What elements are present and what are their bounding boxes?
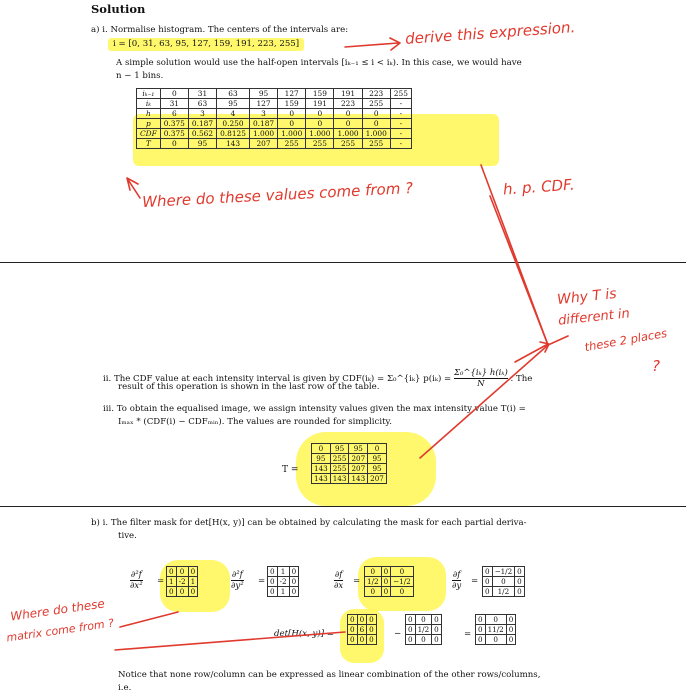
row-header-cell: p — [137, 119, 161, 129]
table-cell: 143 — [349, 474, 368, 484]
annotation-where-values: Where do these values come from ? — [141, 178, 414, 212]
table-cell: 0 — [415, 635, 432, 645]
line-to-t-matrix — [420, 345, 548, 458]
table-cell: 63 — [188, 99, 216, 109]
row-header-cell: T — [137, 139, 161, 149]
annotation-derive: derive this expression. — [404, 18, 576, 48]
table-cell: 255 — [330, 454, 349, 464]
table-cell: 0 — [506, 625, 516, 635]
table-cell: 0 — [432, 615, 442, 625]
table-cell: 0 — [391, 567, 414, 577]
table-cell: 0 — [406, 635, 416, 645]
table-cell: 95 — [312, 454, 331, 464]
dx-numerator: ∂f — [334, 570, 343, 580]
table-cell: 0 — [348, 635, 358, 645]
table-cell: 255 — [330, 464, 349, 474]
table-cell: 0 — [357, 615, 367, 625]
table-cell: 143 — [312, 474, 331, 484]
table-cell: - — [390, 99, 411, 109]
eq-4: = — [471, 576, 479, 586]
table-cell: 191 — [306, 99, 334, 109]
table-cell: −1/2 — [391, 577, 414, 587]
table-cell: 3 — [188, 109, 216, 119]
table-cell: 255 — [306, 139, 334, 149]
table-cell: 0.375 — [160, 119, 188, 129]
table-cell: 0.187 — [249, 119, 277, 129]
table-cell: 31 — [160, 99, 188, 109]
iii-label: iii. — [103, 404, 114, 414]
table-cell: 95 — [249, 89, 277, 99]
table-cell: 0 — [406, 625, 416, 635]
table-cell: 0.187 — [188, 119, 216, 129]
table-cell: 191 — [334, 89, 362, 99]
table-cell: 0 — [188, 567, 198, 577]
arrow-to-derive — [345, 38, 400, 50]
minus-sign: − — [394, 629, 402, 639]
eq-5: = — [464, 629, 472, 639]
table-cell: 0 — [391, 587, 414, 597]
table-cell: 95 — [368, 464, 387, 474]
table-cell: 0 — [362, 109, 390, 119]
table-cell: 0 — [381, 587, 391, 597]
table-cell: 0 — [167, 567, 177, 577]
table-cell: 255 — [362, 139, 390, 149]
annotation-where-matrix-1: Where do these — [9, 596, 106, 624]
table-cell: 0 — [381, 567, 391, 577]
table-cell: 0 — [160, 139, 188, 149]
cdf-frac-denominator: N — [477, 379, 485, 389]
table-cell: 207 — [368, 474, 387, 484]
table-cell: 223 — [334, 99, 362, 109]
d2y-denominator: ∂y² — [231, 581, 244, 591]
table-cell: 0 — [367, 625, 377, 635]
table-cell: 0 — [483, 567, 493, 577]
table-cell: 0 — [432, 625, 442, 635]
table-cell: 0 — [367, 615, 377, 625]
table-cell: 6 — [160, 109, 188, 119]
T-label: T = — [282, 465, 299, 475]
table-cell: 0 — [406, 615, 416, 625]
table-cell: 95 — [368, 454, 387, 464]
cdf-frac-numerator: Σ₀^{iₖ} h(iₖ) — [453, 368, 508, 378]
table-cell: 1 — [188, 577, 198, 587]
table-cell: 1.000 — [306, 129, 334, 139]
table-cell: 0 — [289, 567, 299, 577]
table-cell: 95 — [349, 444, 368, 454]
d2x-denominator: ∂x² — [130, 581, 143, 591]
table-cell: 0 — [432, 635, 442, 645]
line-to-det — [115, 632, 345, 650]
table-cell: -2 — [176, 577, 188, 587]
table-cell: 0 — [515, 577, 525, 587]
table-cell: 11/2 — [485, 625, 506, 635]
row-header-cell: CDF — [137, 129, 161, 139]
table-cell: 0 — [485, 615, 506, 625]
table-cell: 1 — [167, 577, 177, 587]
table-cell: 223 — [362, 89, 390, 99]
table-cell: 0 — [357, 635, 367, 645]
table-cell: 0 — [476, 625, 486, 635]
table-cell: 0.250 — [217, 119, 250, 129]
arrow-to-table — [127, 178, 140, 198]
part-b-label: b) i. — [91, 518, 109, 528]
bins-desc: n − 1 bins. — [116, 71, 164, 81]
table-cell: 143 — [312, 464, 331, 474]
table-cell: 0 — [334, 119, 362, 129]
table-cell: 0 — [306, 119, 334, 129]
table-cell: 0 — [365, 587, 382, 597]
table-cell: 0.562 — [188, 129, 216, 139]
table-cell: 31 — [188, 89, 216, 99]
table-cell: 143 — [330, 474, 349, 484]
d2x-numerator: ∂²f — [130, 570, 142, 580]
table-cell: 0 — [415, 615, 432, 625]
table-cell: 0 — [312, 444, 331, 454]
table-cell: 207 — [349, 464, 368, 474]
table-cell: 0 — [368, 444, 387, 454]
table-cell: - — [390, 109, 411, 119]
iii-text: To obtain the equalised image, we assign intensity values given the max intensity value T(i) = — [116, 404, 526, 414]
table-cell: 159 — [306, 89, 334, 99]
table-cell: 0 — [278, 109, 306, 119]
part-a-label: a) i. — [91, 25, 108, 35]
table-cell: 1 — [277, 567, 289, 577]
table-cell: 1/2 — [492, 587, 515, 597]
table-cell: 0 — [306, 109, 334, 119]
table-cell: -2 — [277, 577, 289, 587]
row-header-cell: h — [137, 109, 161, 119]
table-cell: 1.000 — [249, 129, 277, 139]
dy-numerator: ∂f — [452, 570, 461, 580]
table-cell: 0.8125 — [217, 129, 250, 139]
annotation-why-t-1: Why T is — [556, 285, 618, 309]
table-cell: 207 — [249, 139, 277, 149]
ii-label: ii. — [103, 374, 112, 384]
dx-denominator: ∂x — [334, 581, 344, 591]
table-cell: 0 — [268, 577, 278, 587]
table-cell: 0 — [167, 587, 177, 597]
table-cell: 255 — [362, 99, 390, 109]
annotation-hp-cdf: h. p. CDF. — [502, 175, 576, 199]
table-cell: 0 — [334, 109, 362, 119]
table-cell: 0 — [367, 635, 377, 645]
table-cell: 255 — [390, 89, 411, 99]
part-b-line2: tive. — [118, 531, 137, 541]
table-cell: 127 — [249, 99, 277, 109]
part-b-text: The filter mask for det[H(x, y)] can be obtained by calculating the mask for each partial deriva- — [110, 518, 527, 528]
line-to-d2x — [120, 612, 178, 627]
table-cell: 1.000 — [334, 129, 362, 139]
table-cell: - — [390, 129, 411, 139]
eq-3: = — [353, 576, 361, 586]
table-cell: 127 — [278, 89, 306, 99]
table-cell: 1/2 — [365, 577, 382, 587]
table-cell: 0 — [515, 567, 525, 577]
table-cell: - — [390, 139, 411, 149]
notice-text: Notice that none row/column can be expressed as linear combination of the other rows/columns, — [118, 670, 541, 680]
table-cell: 4 — [217, 109, 250, 119]
table-cell: 0 — [365, 567, 382, 577]
half-open-desc: A simple solution would use the half-open intervals [iₖ₋₁ ≤ i < iₖ). In this case, we would have — [116, 58, 522, 68]
table-cell: 0 — [362, 119, 390, 129]
table-cell: 0 — [176, 587, 188, 597]
table-cell: 0 — [289, 587, 299, 597]
table-cell: 0 — [176, 567, 188, 577]
table-cell: 0 — [506, 635, 516, 645]
table-cell: 0 — [160, 89, 188, 99]
table-cell: 0 — [289, 577, 299, 587]
iii-formula: Iₘₐₓ * (CDF(i) − CDFₘᵢₙ). The values are rounded for simplicity. — [118, 417, 392, 427]
table-cell: 63 — [217, 89, 250, 99]
table-cell: 6 — [357, 625, 367, 635]
dy-denominator: ∂y — [452, 581, 462, 591]
interval-centers: i = [0, 31, 63, 95, 127, 159, 191, 223, 255] — [108, 38, 304, 51]
table-cell: 0 — [515, 587, 525, 597]
row-header-cell: iₖ₋₁ — [137, 89, 161, 99]
table-cell: 0 — [506, 615, 516, 625]
table-cell: 0 — [492, 577, 515, 587]
ii-result: result of this operation is shown in the last row of the table. — [118, 382, 380, 392]
part-a-intro: Normalise histogram. The centers of the intervals are: — [110, 25, 349, 35]
table-cell: 0 — [483, 587, 493, 597]
table-cell: 0 — [348, 625, 358, 635]
det-label: det[H(x, y)] = — [274, 629, 335, 639]
table-cell: 255 — [334, 139, 362, 149]
table-cell: 207 — [349, 454, 368, 464]
table-cell: - — [390, 119, 411, 129]
ii-end: . The — [510, 374, 533, 384]
table-cell: 0 — [485, 635, 506, 645]
table-cell: 3 — [249, 109, 277, 119]
table-cell: 0 — [278, 119, 306, 129]
eq-1: = — [157, 576, 165, 586]
notice-text-2: i.e. — [118, 683, 132, 693]
table-cell: 0 — [476, 635, 486, 645]
table-cell: 159 — [278, 99, 306, 109]
row-header-cell: iₖ — [137, 99, 161, 109]
ii-cdf-definition: The CDF value at each intensity interval is given by CDF(iₖ) = Σ₀^{iₖ} p(iₖ) = — [113, 374, 452, 384]
table-cell: 1/2 — [415, 625, 432, 635]
solution-heading: Solution — [91, 2, 146, 16]
d2y-numerator: ∂²f — [231, 570, 243, 580]
table-cell: 95 — [217, 99, 250, 109]
table-cell: 143 — [217, 139, 250, 149]
annotation-why-t-2: different in — [557, 306, 631, 329]
table-cell: 0 — [188, 587, 198, 597]
table-cell: 0 — [268, 567, 278, 577]
table-cell: 95 — [188, 139, 216, 149]
table-cell: 95 — [330, 444, 349, 454]
annotation-where-matrix-2: matrix come from ? — [5, 616, 115, 645]
table-cell: 1.000 — [278, 129, 306, 139]
table-cell: 0 — [476, 615, 486, 625]
line-t-row — [481, 165, 548, 345]
table-cell: 0 — [483, 577, 493, 587]
table-cell: 255 — [278, 139, 306, 149]
table-cell: 1 — [277, 587, 289, 597]
table-cell: −1/2 — [492, 567, 515, 577]
table-cell: 1.000 — [362, 129, 390, 139]
annotation-why-t-3: these 2 places — [583, 325, 669, 355]
table-cell: 0 — [381, 577, 391, 587]
table-cell: 0 — [348, 615, 358, 625]
table-cell: 0.375 — [160, 129, 188, 139]
table-cell: 0 — [268, 587, 278, 597]
annotation-why-t-4: ? — [652, 357, 660, 375]
eq-2: = — [258, 576, 266, 586]
